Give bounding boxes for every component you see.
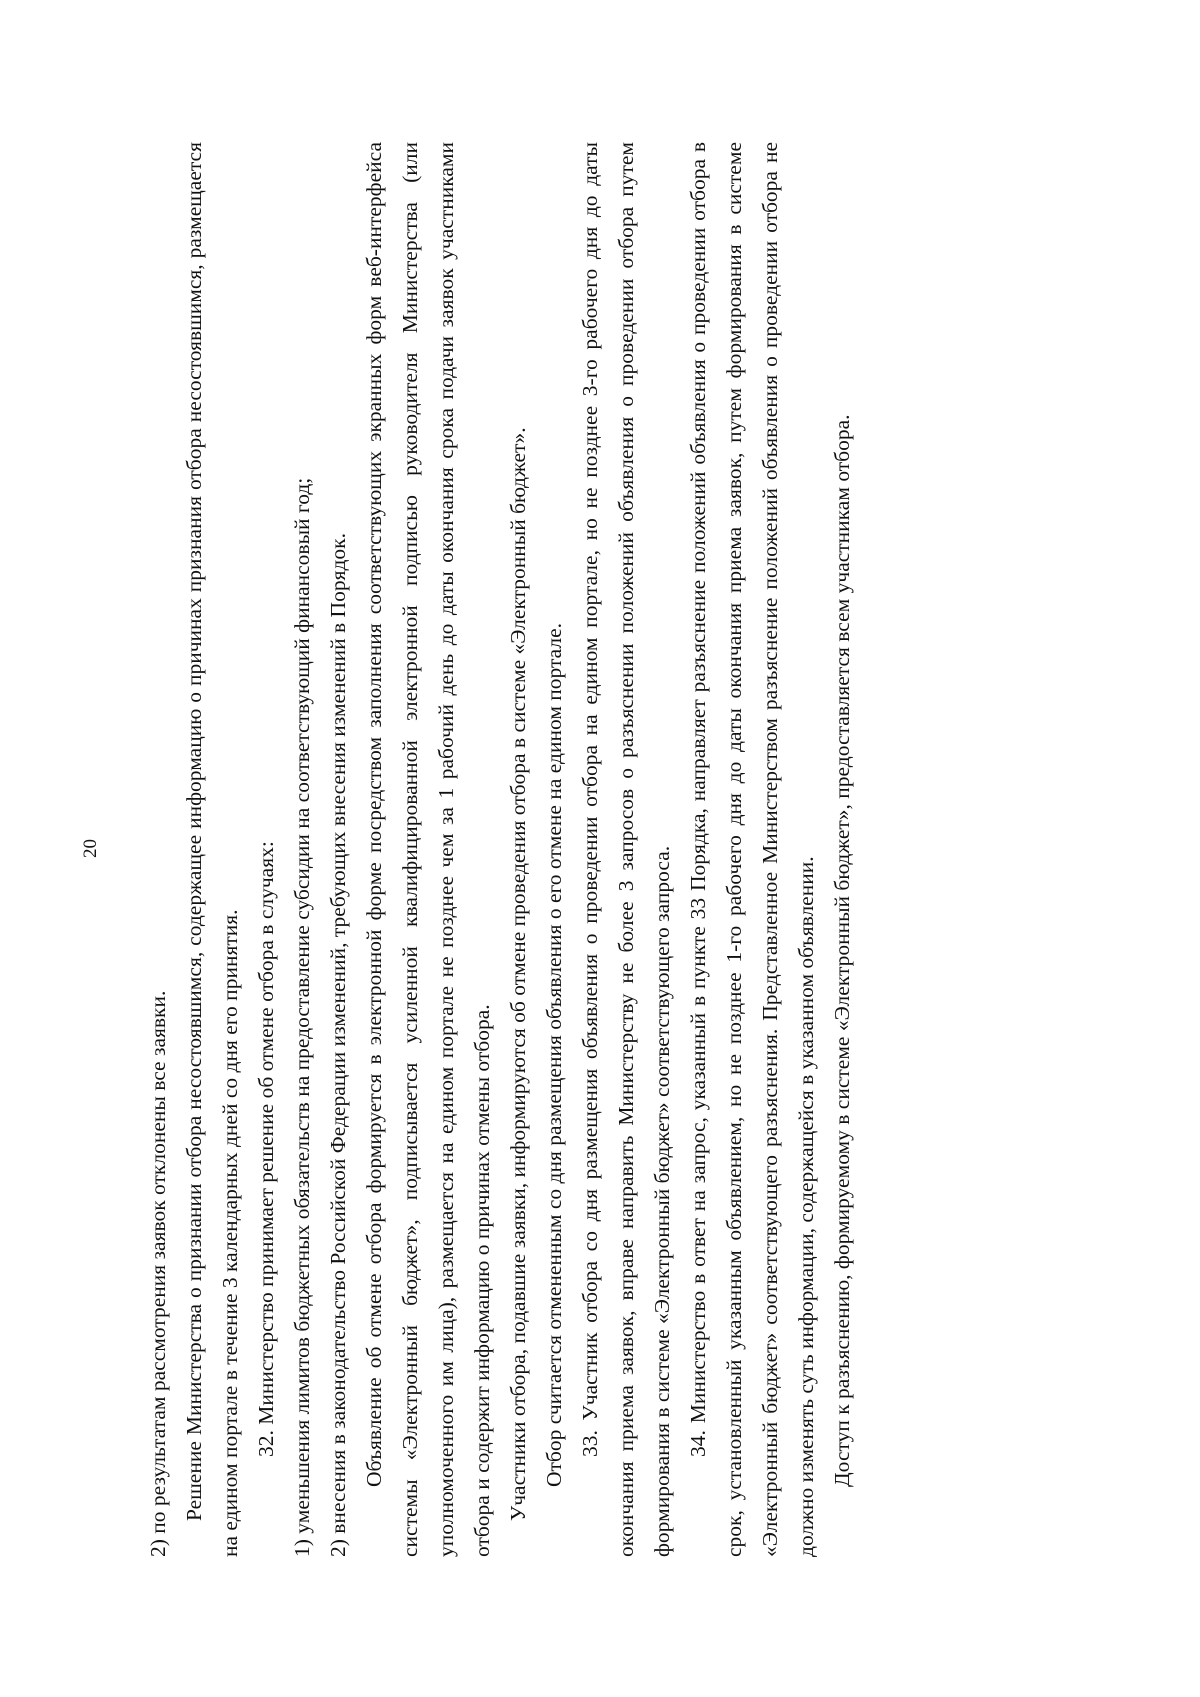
paragraph: Объявление об отмене отбора формируется в электронной форме посредством заполнения соответствующих экранных форм веб-интерфейса системы «Электронный бюджет», подписывается усиленной квалифицированной электронной подписью руководителя Министерства (или уполномоченного им лица), размещается на едином портале не позднее чем за 1 рабочий день до даты окончания срока подачи заявок участниками отбора и содержит информацию о причинах отмены отбора. xyxy=(362,142,494,1557)
paragraph: 33. Участник отбора со дня размещения объявления о проведении отбора на едином портале, но не позднее 3-го рабочего дня до даты окончания приема заявок, вправе направить Министерству не более 3 запросов о разъяснении положений объявления о проведении отбора путем формирования в системе «Электронный бюджет» соответствующего запроса. xyxy=(578,142,674,1557)
paragraph: Отбор считается отмененным со дня размещения объявления о его отмене на едином портале. xyxy=(542,622,566,1487)
document-body xyxy=(140,142,860,1557)
paragraph: Доступ к разъяснению, формируемому в системе «Электронный бюджет», предоставляется всем участникам отбора. xyxy=(830,414,854,1487)
page-number: 20 xyxy=(80,839,101,858)
paragraph: 2) внесения в законодательство Российской Федерации изменений, требующих внесения изменений в Порядок. xyxy=(326,533,350,1557)
paragraph: 2) по результатам рассмотрения заявок отклонены все заявки. xyxy=(146,990,170,1557)
paragraph: Участники отбора, подавшие заявки, информируются об отмене проведения отбора в системе «Электронный бюджет». xyxy=(506,427,530,1521)
paragraph: 34. Министерство в ответ на запрос, указанный в пункте 33 Порядка, направляет разъяснение положений объявления о проведении отбора в срок, установленный указанным объявлением, но не позднее 1-го рабочего дня до даты окончания приема заявок, путем формирования в системе «Электронный бюджет» соответствующего разъяснения. Представленное Министерством разъяснение положений объявления о проведении отбора не должно изменять суть информации, содержащейся в указанном объявлении. xyxy=(686,142,818,1557)
paragraph: 32. Министерство принимает решение об отмене отбора в случаях: xyxy=(254,841,278,1457)
paragraph: 1) уменьшения лимитов бюджетных обязательств на предоставление субсидии на соответствующий финансовый год; xyxy=(290,477,314,1557)
paragraph: Решение Министерства о признании отбора несостоявшимся, содержащее информацию о причинах признания отбора несостоявшимся, размещается на едином портале в течение 3 календарных дней со дня его принятия. xyxy=(182,142,242,1557)
